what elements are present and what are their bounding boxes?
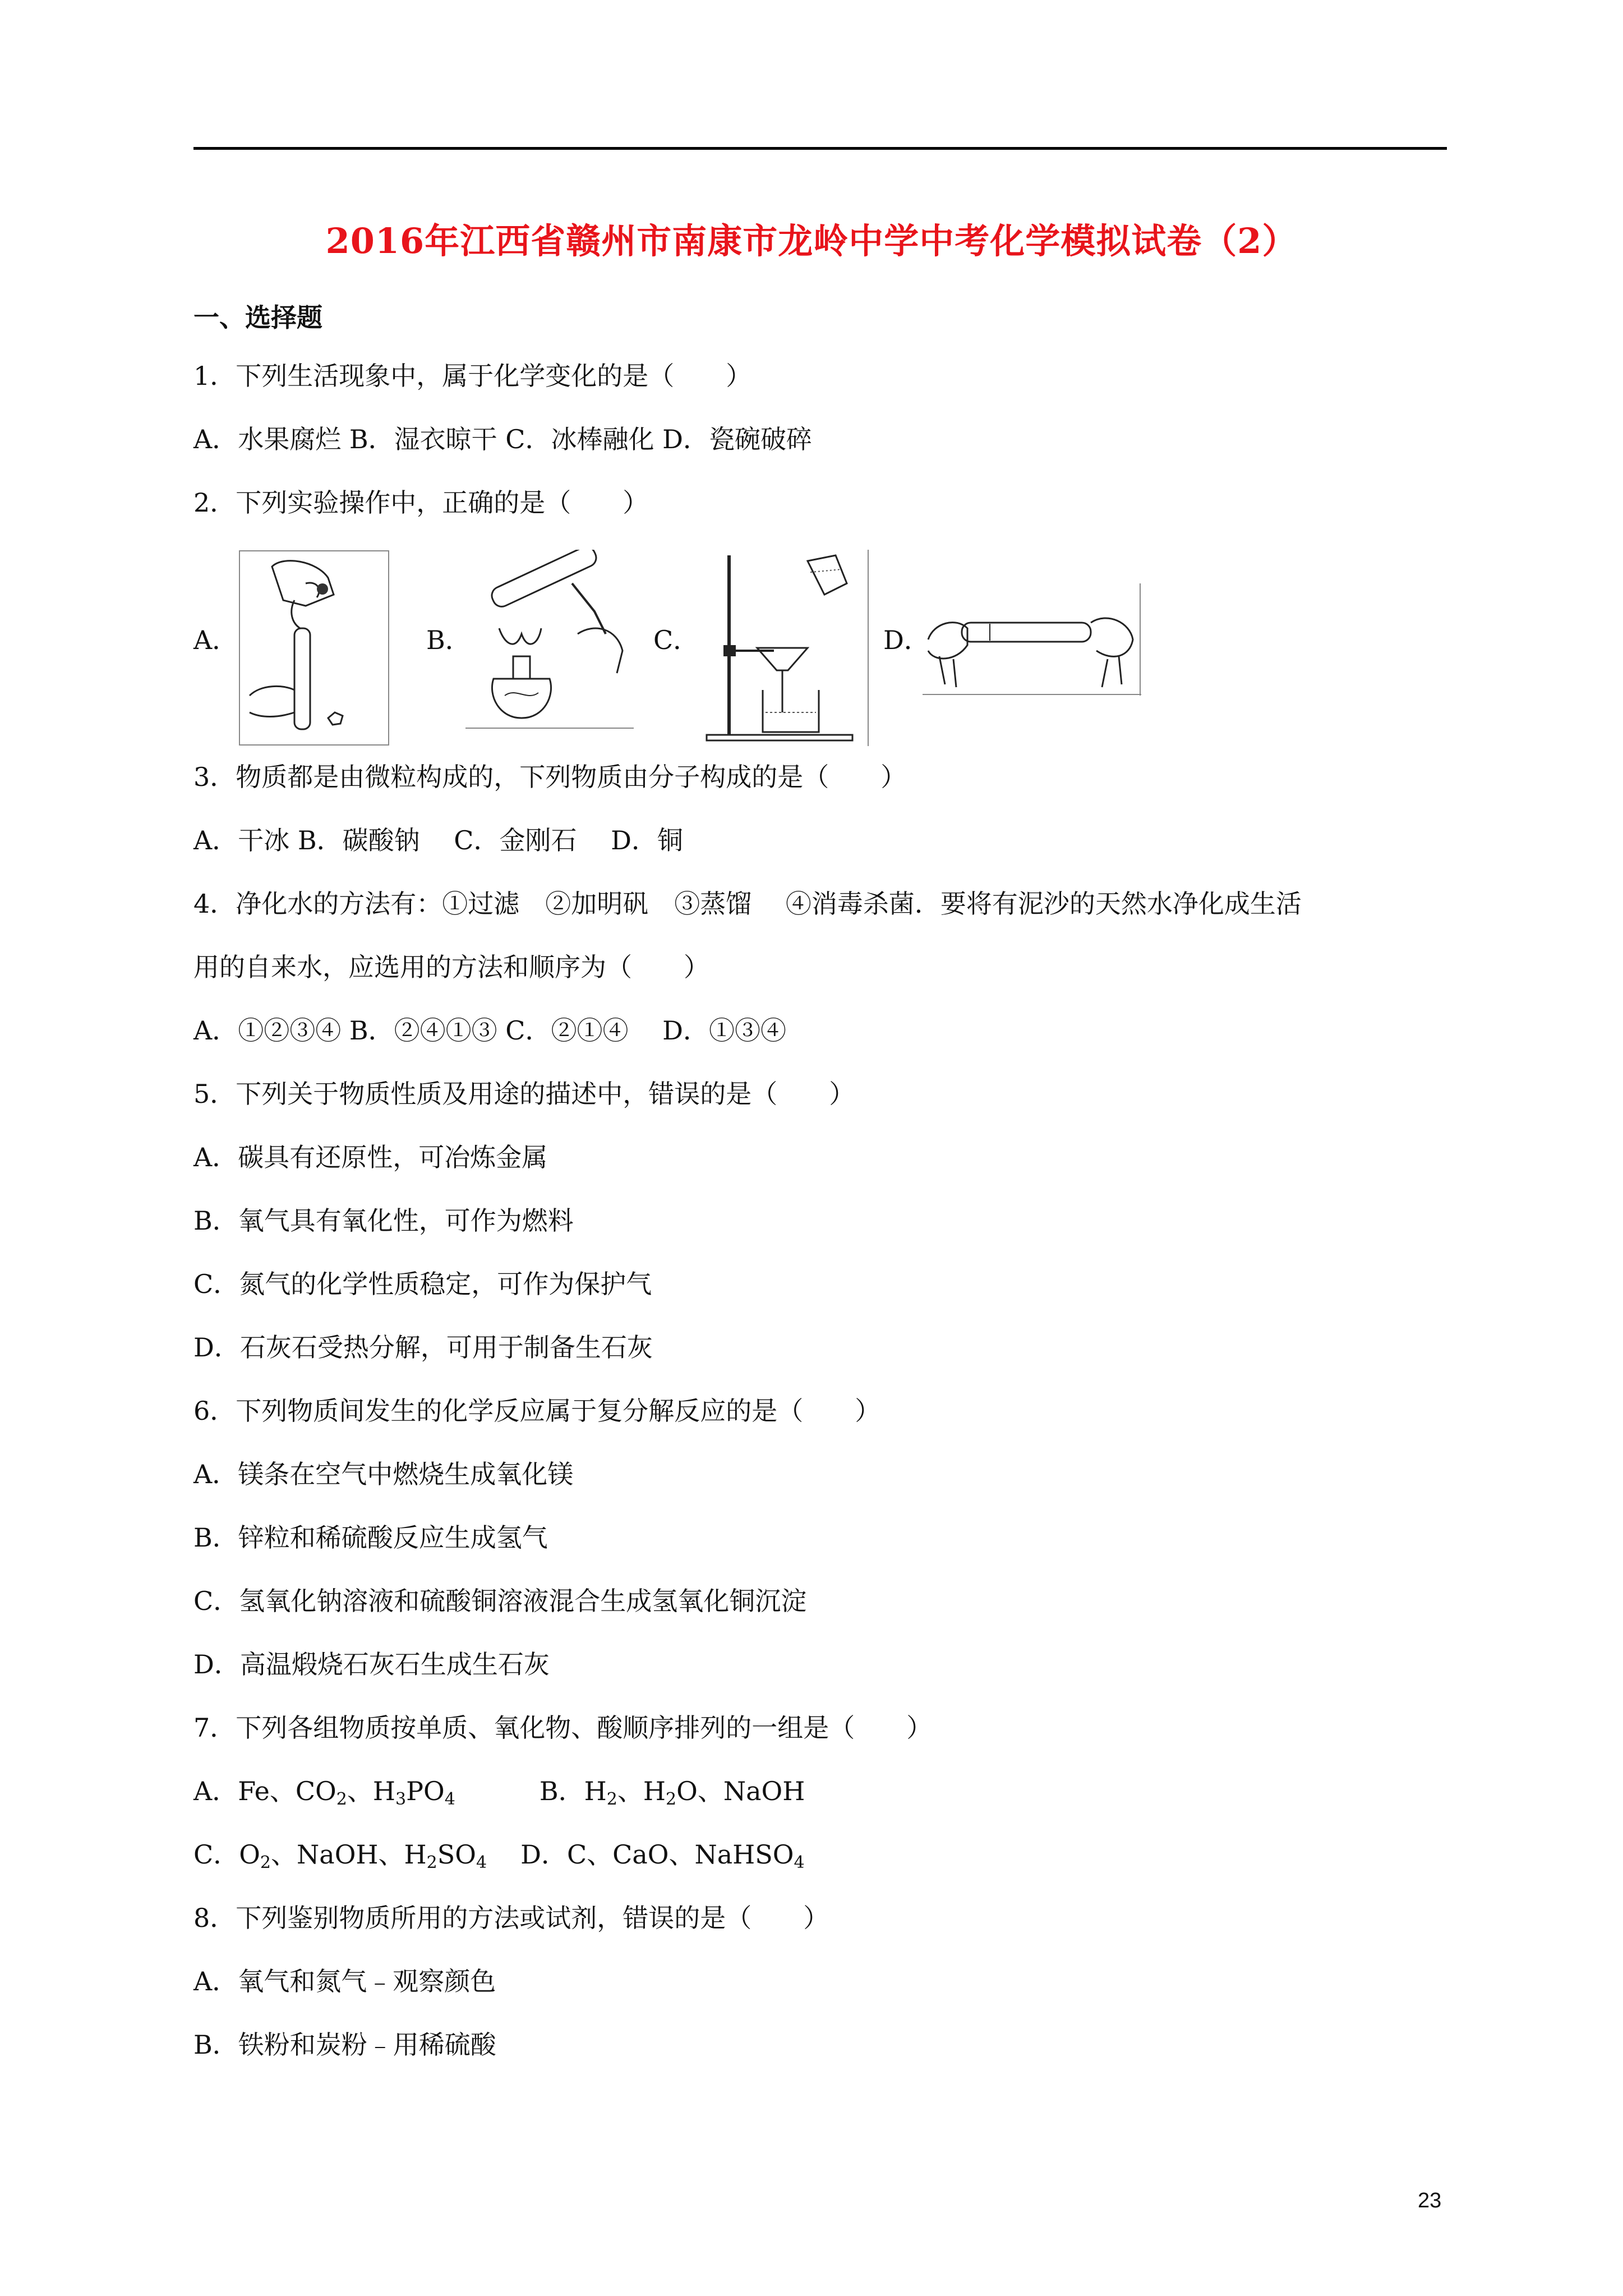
figure-b-heating-test-tube	[465, 550, 634, 729]
page-title: 2016年江西省赣州市南康市龙岭中学中考化学模拟试卷（2）	[325, 220, 1298, 261]
question-3-options: A．干冰 B．碳酸钠 C．金刚石 D．铜	[193, 825, 683, 855]
question-6: 6．下列物质间发生的化学反应属于复分解反应的是（ ）	[193, 1396, 881, 1426]
q7-option-a: Fe、$CO_2$、$H_3PO_4$	[238, 1776, 455, 1809]
question-6-option-c: C．氢氧化钠溶液和硫酸铜溶液混合生成氢氧化铜沉淀	[193, 1586, 807, 1616]
question-8: 8．下列鉴别物质所用的方法或试剂，错误的是（ ）	[193, 1903, 829, 1933]
question-7: 7．下列各组物质按单质、氧化物、酸顺序排列的一组是（ ）	[193, 1713, 933, 1743]
question-1: 1．下列生活现象中，属于化学变化的是（ ）	[193, 361, 752, 391]
figure-a-label: A．	[193, 625, 238, 655]
figure-d-shaking-test-tube	[923, 583, 1141, 696]
figure-a-adding-solid-to-test-tube	[238, 550, 390, 746]
question-1-options: A．水果腐烂 B．湿衣晾干 C．冰棒融化 D．瓷碗破碎	[193, 424, 812, 454]
question-7-options-row-1	[193, 1774, 805, 1808]
figure-d-label: D．	[883, 625, 930, 655]
figure-c-label: C．	[653, 625, 699, 655]
figure-b-label: B．	[426, 625, 471, 655]
q7-option-a-label: A．	[193, 1776, 238, 1806]
question-5: 5．下列关于物质性质及用途的描述中，错误的是（ ）	[193, 1079, 855, 1109]
q7-option-d: C、CaO、NaHSO$_4$	[566, 1839, 805, 1872]
question-6-option-b: B．锌粒和稀硫酸反应生成氢气	[193, 1522, 548, 1553]
question-4-line-2: 用的自来水，应选用的方法和顺序为（ ）	[193, 952, 709, 982]
question-5-option-d: D．石灰石受热分解，可用于制备生石灰	[193, 1332, 653, 1363]
question-7-options-row-2	[193, 1838, 805, 1871]
question-8-option-a: A．氧气和氮气﹣观察颜色	[193, 1966, 496, 1996]
question-2-figures	[193, 550, 1447, 746]
header-rule	[193, 147, 1447, 150]
question-6-option-a: A．镁条在空气中燃烧生成氧化镁	[193, 1459, 574, 1489]
q7-option-c-label: C．	[193, 1839, 239, 1870]
page-number: 23	[1418, 2189, 1442, 2212]
question-4-options: A．①②③④ B．②④①③ C．②①④ D．①③④	[193, 1015, 786, 1046]
question-8-option-b: B．铁粉和炭粉﹣用稀硫酸	[193, 2030, 496, 2060]
question-4-line-1: 4．净化水的方法有：①过滤 ②加明矾 ③蒸馏 ④消毒杀菌．要将有泥沙的天然水净化成生活	[193, 889, 1302, 919]
q7-option-c: $O_2$、NaOH、$H_2SO_4$	[239, 1839, 487, 1872]
q7-option-d-label: D．	[520, 1839, 567, 1870]
question-5-option-c: C．氮气的化学性质稳定，可作为保护气	[193, 1269, 652, 1299]
question-5-option-b: B．氧气具有氧化性，可作为燃料	[193, 1205, 574, 1236]
question-2: 2．下列实验操作中，正确的是（ ）	[193, 487, 649, 518]
question-6-option-d: D．高温煅烧石灰石生成生石灰	[193, 1649, 550, 1680]
q7-option-b-label: B．	[539, 1776, 584, 1806]
section-heading: 一、选择题	[193, 302, 322, 333]
figure-c-filtration	[695, 550, 869, 746]
question-3: 3．物质都是由微粒构成的，下列物质由分子构成的是（ ）	[193, 762, 907, 792]
q7-option-b: $H_2$、$H_2O$、NaOH	[584, 1776, 805, 1809]
question-5-option-a: A．碳具有还原性，可冶炼金属	[193, 1142, 548, 1172]
